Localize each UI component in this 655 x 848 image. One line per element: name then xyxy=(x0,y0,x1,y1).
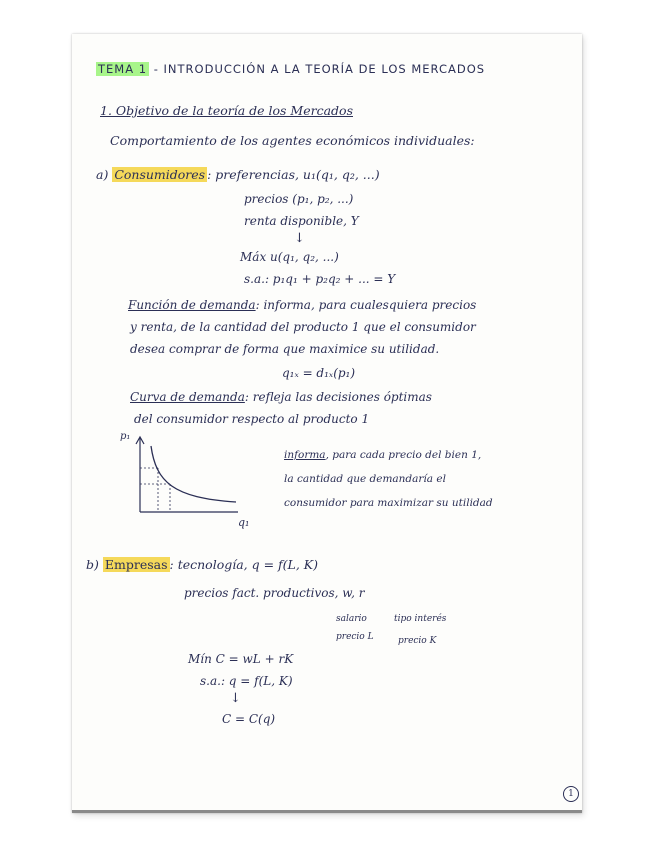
funcion-text-1: : informa, para cualesquiera precios xyxy=(255,298,477,312)
consumidores-renta: renta disponible, Y xyxy=(244,214,359,228)
section-intro: Comportamiento de los agentes económicos individuales: xyxy=(110,133,475,148)
informa-text-1: , para cada precio del bien 1, xyxy=(325,449,482,461)
empresas-tecno: : tecnología, q = f(L, K) xyxy=(169,557,319,572)
consumidores-pref: : preferencias, u₁(q₁, q₂, ...) xyxy=(207,167,380,182)
graph-x-label: q₁ xyxy=(238,516,250,529)
funcion-line-3: desea comprar de forma que maximice su utilidad. xyxy=(130,342,440,356)
consumidores-label: a) xyxy=(96,167,109,182)
arrow-down-icon-2: ↓ xyxy=(230,691,241,706)
label-tipo-interes: tipo interés xyxy=(394,614,447,624)
empresas-label: b) xyxy=(86,557,99,572)
consumidores-line xyxy=(96,168,380,182)
label-precio-k: precio K xyxy=(398,636,437,646)
demand-curve-graph xyxy=(118,432,248,530)
tema-title: - INTRODUCCIÓN A LA TEORÍA DE LOS MERCADOS xyxy=(153,62,486,76)
funcion-line-2: y renta, de la cantidad del producto 1 que el consumidor xyxy=(130,320,476,334)
tema-header xyxy=(96,62,485,76)
label-precio-l: precio L xyxy=(336,632,374,642)
curva-text-1: : refleja las decisiones óptimas xyxy=(244,390,432,404)
informa-title: informa xyxy=(284,449,326,461)
informa-line-3: consumidor para maximizar su utilidad xyxy=(284,497,493,509)
consumidores-name: Consumidores xyxy=(114,167,206,182)
consumidores-max: Máx u(q₁, q₂, ...) xyxy=(240,250,339,264)
curva-title: Curva de demanda xyxy=(130,390,245,404)
empresas-precios: precios fact. productivos, w, r xyxy=(184,586,365,600)
empresas-sa: s.a.: q = f(L, K) xyxy=(200,674,293,688)
page-number: 1 xyxy=(563,786,579,802)
empresas-line xyxy=(86,558,318,572)
funcion-line-1 xyxy=(128,298,476,312)
empresas-name: Empresas xyxy=(104,557,168,572)
demand-formula: q₁ₓ = d₁ₓ(p₁) xyxy=(282,366,356,380)
demand-curve xyxy=(151,446,236,502)
empresas-cost: C = C(q) xyxy=(222,712,276,726)
notebook-page xyxy=(72,34,582,813)
curva-line-2: del consumidor respecto al producto 1 xyxy=(134,412,370,426)
arrow-down-icon: ↓ xyxy=(294,231,305,246)
section-heading: 1. Objetivo de la teoría de los Mercados xyxy=(100,103,353,118)
consumidores-precios: precios (p₁, p₂, ...) xyxy=(244,192,354,206)
informa-line-1 xyxy=(284,448,481,462)
informa-line-2: la cantidad que demandaría el xyxy=(284,473,446,485)
graph-y-label: p₁ xyxy=(120,431,131,442)
funcion-title: Función de demanda xyxy=(128,298,256,312)
curva-line-1 xyxy=(130,390,432,404)
tema-label: TEMA 1 xyxy=(98,62,148,76)
consumidores-sa: s.a.: p₁q₁ + p₂q₂ + ... = Y xyxy=(244,272,396,286)
label-salario: salario xyxy=(336,614,367,624)
empresas-min: Mín C = wL + rK xyxy=(188,652,294,666)
